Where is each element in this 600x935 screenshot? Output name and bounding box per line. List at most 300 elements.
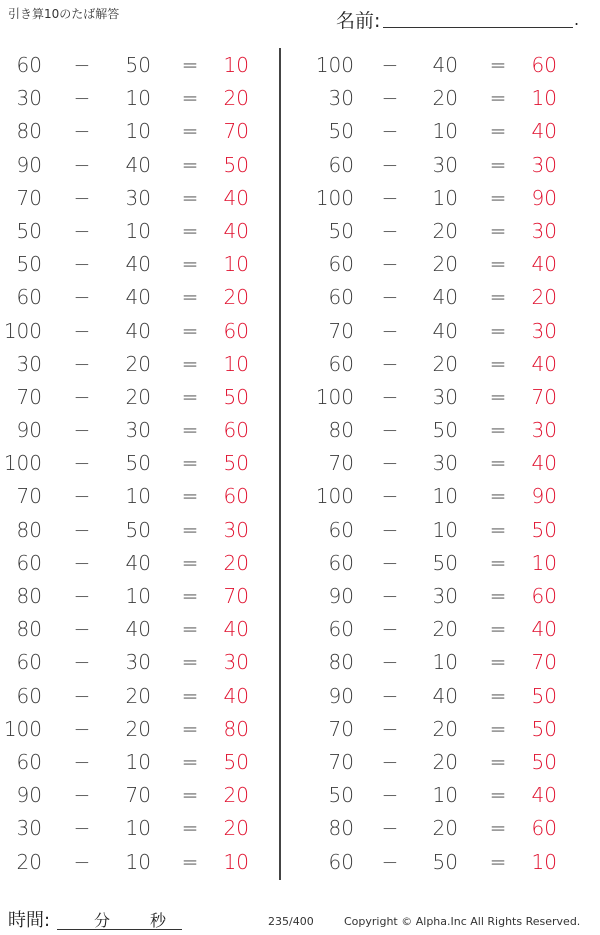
minus-sign: − [73,119,91,144]
minuend: 50 [16,218,42,243]
equals-sign: = [181,86,199,111]
problem-row [300,613,580,646]
answer: 20 [223,550,249,575]
subtrahend: 70 [125,783,151,808]
minus-sign: − [73,86,91,111]
problem-row [0,646,280,679]
equals-sign: = [181,617,199,642]
problem-row [0,547,280,580]
answer: 20 [223,86,249,111]
answer: 70 [223,584,249,608]
equals-sign: = [181,119,199,144]
minuend: 30 [328,86,354,111]
minuend: 60 [328,252,354,277]
problem-row [300,115,580,148]
subtrahend: 30 [432,152,458,177]
minus-sign: − [73,617,91,642]
minuend: 80 [16,584,42,608]
subtrahend: 40 [432,285,458,310]
minus-sign: − [381,584,399,608]
subtrahend: 20 [125,384,151,409]
minuend: 100 [315,484,354,509]
answer: 50 [531,683,557,708]
answer: 40 [531,451,557,476]
problem-row [0,746,280,779]
equals-sign: = [181,384,199,409]
minuend: 50 [328,119,354,144]
subtrahend: 10 [432,185,458,210]
equals-sign: = [489,716,507,741]
problem-row [0,381,280,414]
problem-row [0,82,280,115]
subtrahend: 10 [125,86,151,111]
minus-sign: − [73,484,91,509]
answer: 50 [531,716,557,741]
minuend: 80 [16,517,42,542]
minuend: 70 [328,451,354,476]
problem-row [300,580,580,613]
subtrahend: 20 [432,816,458,841]
problem-row [0,812,280,845]
right-problem-column [300,49,580,879]
minuend: 60 [16,550,42,575]
minuend: 60 [328,285,354,310]
minus-sign: − [381,218,399,243]
minuend: 60 [16,285,42,310]
minus-sign: − [73,185,91,210]
subtrahend: 50 [432,418,458,443]
problem-row [300,281,580,314]
problem-row [300,779,580,812]
equals-sign: = [489,384,507,409]
minuend: 60 [16,683,42,708]
minus-sign: − [73,716,91,741]
minuend: 60 [16,650,42,675]
minuend: 90 [328,683,354,708]
problem-row [300,746,580,779]
minus-sign: − [381,749,399,774]
minuend: 70 [16,384,42,409]
minus-sign: − [381,351,399,376]
equals-sign: = [489,318,507,343]
minus-sign: − [73,584,91,608]
minus-sign: − [73,318,91,343]
minuend: 30 [16,816,42,841]
answer: 70 [531,650,557,675]
minus-sign: − [381,285,399,310]
minus-sign: − [381,86,399,111]
minus-sign: − [381,517,399,542]
subtrahend: 10 [432,650,458,675]
answer: 60 [223,318,249,343]
minus-sign: − [73,418,91,443]
minus-sign: − [381,53,399,77]
subtrahend: 30 [125,650,151,675]
subtrahend: 40 [432,53,458,77]
answer: 40 [223,683,249,708]
answer: 10 [223,53,249,77]
minuend: 70 [328,749,354,774]
minuend: 80 [328,650,354,675]
subtrahend: 40 [125,617,151,642]
minuend: 60 [328,351,354,376]
answer: 10 [223,351,249,376]
problem-row [0,348,280,381]
problem-row [300,514,580,547]
answer: 80 [223,716,249,741]
problem-row [300,846,580,879]
problem-row [0,680,280,713]
answer: 50 [223,152,249,177]
equals-sign: = [489,351,507,376]
subtrahend: 30 [125,185,151,210]
problem-row [300,82,580,115]
subtrahend: 50 [432,849,458,874]
subtrahend: 40 [432,318,458,343]
minuend: 90 [16,418,42,443]
minuend: 80 [328,816,354,841]
problem-row [300,713,580,746]
minuend: 60 [16,749,42,774]
answer: 70 [531,384,557,409]
equals-sign: = [489,650,507,675]
minutes-label: 分 [94,911,111,930]
equals-sign: = [489,683,507,708]
subtrahend: 30 [432,384,458,409]
problem-row [300,812,580,845]
minuend: 60 [16,53,42,77]
equals-sign: = [489,484,507,509]
answer: 50 [531,749,557,774]
subtrahend: 10 [432,119,458,144]
minus-sign: − [381,451,399,476]
answer: 50 [223,451,249,476]
minus-sign: − [381,816,399,841]
left-problem-column [0,49,280,879]
minuend: 70 [328,318,354,343]
problem-row [0,779,280,812]
subtrahend: 10 [125,119,151,144]
equals-sign: = [181,418,199,443]
minus-sign: − [73,252,91,277]
problem-row [300,480,580,513]
answer: 60 [531,816,557,841]
subtrahend: 40 [125,285,151,310]
answer: 90 [531,484,557,509]
equals-sign: = [489,418,507,443]
problem-row [0,447,280,480]
seconds-label: 秒 [150,911,167,930]
minus-sign: − [73,285,91,310]
subtrahend: 20 [125,716,151,741]
equals-sign: = [489,86,507,111]
answer: 10 [531,86,557,111]
equals-sign: = [181,716,199,741]
minus-sign: − [381,318,399,343]
equals-sign: = [489,252,507,277]
problem-row [300,315,580,348]
minus-sign: − [73,683,91,708]
minuend: 90 [16,783,42,808]
answer: 30 [223,517,249,542]
answer: 30 [223,650,249,675]
minuend: 60 [328,152,354,177]
subtrahend: 30 [432,451,458,476]
answer: 40 [223,617,249,642]
minus-sign: − [73,849,91,874]
subtrahend: 10 [125,849,151,874]
equals-sign: = [489,749,507,774]
subtrahend: 10 [125,484,151,509]
page-number: 235/400 [268,915,314,928]
subtrahend: 40 [432,683,458,708]
answer: 60 [223,418,249,443]
answer: 60 [531,584,557,608]
problem-row [0,514,280,547]
minuend: 30 [16,351,42,376]
answer: 90 [531,185,557,210]
problem-row [300,348,580,381]
problem-row [0,846,280,879]
equals-sign: = [181,451,199,476]
problem-row [0,281,280,314]
equals-sign: = [489,218,507,243]
equals-sign: = [181,351,199,376]
equals-sign: = [489,285,507,310]
minus-sign: − [381,849,399,874]
equals-sign: = [489,783,507,808]
subtrahend: 50 [125,53,151,77]
problem-row [0,613,280,646]
problem-row [0,149,280,182]
answer: 40 [531,252,557,277]
minus-sign: − [73,749,91,774]
problem-row [0,480,280,513]
answer: 40 [531,783,557,808]
subtrahend: 40 [125,318,151,343]
minuend: 90 [328,584,354,608]
minuend: 80 [328,418,354,443]
minus-sign: − [73,816,91,841]
equals-sign: = [181,783,199,808]
name-dot: . [574,10,580,29]
subtrahend: 10 [432,783,458,808]
equals-sign: = [489,119,507,144]
answer: 60 [531,53,557,77]
equals-sign: = [181,218,199,243]
minuend: 60 [328,550,354,575]
subtrahend: 30 [432,584,458,608]
answer: 50 [223,384,249,409]
column-divider [279,48,281,880]
answer: 30 [531,318,557,343]
equals-sign: = [181,584,199,608]
subtrahend: 20 [432,716,458,741]
answer: 40 [223,218,249,243]
minus-sign: − [73,650,91,675]
minus-sign: − [381,783,399,808]
subtrahend: 40 [125,550,151,575]
minus-sign: − [73,783,91,808]
problem-row [0,182,280,215]
answer: 50 [223,749,249,774]
answer: 40 [531,617,557,642]
equals-sign: = [181,152,199,177]
minus-sign: − [73,550,91,575]
minus-sign: − [381,484,399,509]
problem-row [0,315,280,348]
answer: 20 [223,816,249,841]
minuend: 80 [16,617,42,642]
minuend: 20 [16,849,42,874]
answer: 20 [223,783,249,808]
problem-row [300,646,580,679]
minus-sign: − [73,451,91,476]
equals-sign: = [181,749,199,774]
answer: 10 [531,550,557,575]
equals-sign: = [489,517,507,542]
copyright-notice: Copyright © Alpha.Inc All Rights Reserved. [344,915,581,928]
equals-sign: = [181,849,199,874]
answer: 30 [531,218,557,243]
subtrahend: 40 [125,252,151,277]
problem-row [0,248,280,281]
equals-sign: = [181,252,199,277]
equals-sign: = [489,816,507,841]
answer: 10 [531,849,557,874]
minus-sign: − [73,218,91,243]
minuend: 60 [328,517,354,542]
minus-sign: − [381,617,399,642]
equals-sign: = [489,550,507,575]
minuend: 70 [16,484,42,509]
subtrahend: 50 [125,451,151,476]
problem-row [300,248,580,281]
answer: 30 [531,152,557,177]
problem-row [300,49,580,82]
minuend: 70 [16,185,42,210]
minus-sign: − [73,351,91,376]
answer: 10 [223,849,249,874]
problem-row [300,182,580,215]
minus-sign: − [381,384,399,409]
subtrahend: 50 [432,550,458,575]
minuend: 100 [3,716,42,741]
problem-row [0,713,280,746]
subtrahend: 20 [432,617,458,642]
equals-sign: = [489,451,507,476]
minuend: 50 [16,252,42,277]
problem-row [0,580,280,613]
minuend: 100 [315,53,354,77]
name-label: 名前: [336,10,381,32]
problem-row [300,680,580,713]
minuend: 60 [328,849,354,874]
name-line [383,27,573,28]
subtrahend: 40 [125,152,151,177]
answer: 40 [223,185,249,210]
equals-sign: = [181,517,199,542]
minus-sign: − [381,152,399,177]
problem-row [0,414,280,447]
minus-sign: − [381,119,399,144]
subtrahend: 10 [125,816,151,841]
equals-sign: = [489,53,507,77]
minus-sign: − [381,550,399,575]
minuend: 80 [16,119,42,144]
minuend: 100 [3,451,42,476]
minus-sign: − [73,517,91,542]
answer: 20 [531,285,557,310]
subtrahend: 10 [125,584,151,608]
minus-sign: − [381,252,399,277]
problem-row [0,115,280,148]
minuend: 90 [16,152,42,177]
time-label: 時間: [8,910,51,931]
equals-sign: = [489,584,507,608]
answer: 20 [223,285,249,310]
minuend: 30 [16,86,42,111]
problem-row [300,447,580,480]
subtrahend: 20 [432,749,458,774]
minus-sign: − [73,152,91,177]
answer: 40 [531,351,557,376]
minuend: 60 [328,617,354,642]
equals-sign: = [181,816,199,841]
problem-row [0,49,280,82]
answer: 40 [531,119,557,144]
equals-sign: = [181,285,199,310]
problem-row [300,381,580,414]
subtrahend: 30 [125,418,151,443]
equals-sign: = [489,849,507,874]
worksheet-title: 引き算10のたば解答 [8,7,120,21]
problem-row [0,215,280,248]
subtrahend: 50 [125,517,151,542]
equals-sign: = [489,617,507,642]
subtrahend: 20 [125,351,151,376]
equals-sign: = [181,650,199,675]
minus-sign: − [73,384,91,409]
minuend: 70 [328,716,354,741]
problem-row [300,215,580,248]
equals-sign: = [181,550,199,575]
answer: 60 [223,484,249,509]
subtrahend: 20 [432,351,458,376]
minus-sign: − [381,418,399,443]
minus-sign: − [381,683,399,708]
problem-row [300,547,580,580]
minuend: 100 [315,384,354,409]
minuend: 100 [3,318,42,343]
subtrahend: 10 [125,218,151,243]
equals-sign: = [181,318,199,343]
minuend: 50 [328,218,354,243]
minuend: 100 [315,185,354,210]
equals-sign: = [181,53,199,77]
subtrahend: 10 [432,517,458,542]
equals-sign: = [181,683,199,708]
equals-sign: = [489,185,507,210]
subtrahend: 20 [432,86,458,111]
subtrahend: 10 [125,749,151,774]
answer: 70 [223,119,249,144]
minus-sign: − [381,650,399,675]
equals-sign: = [181,185,199,210]
answer: 10 [223,252,249,277]
answer: 50 [531,517,557,542]
minuend: 50 [328,783,354,808]
